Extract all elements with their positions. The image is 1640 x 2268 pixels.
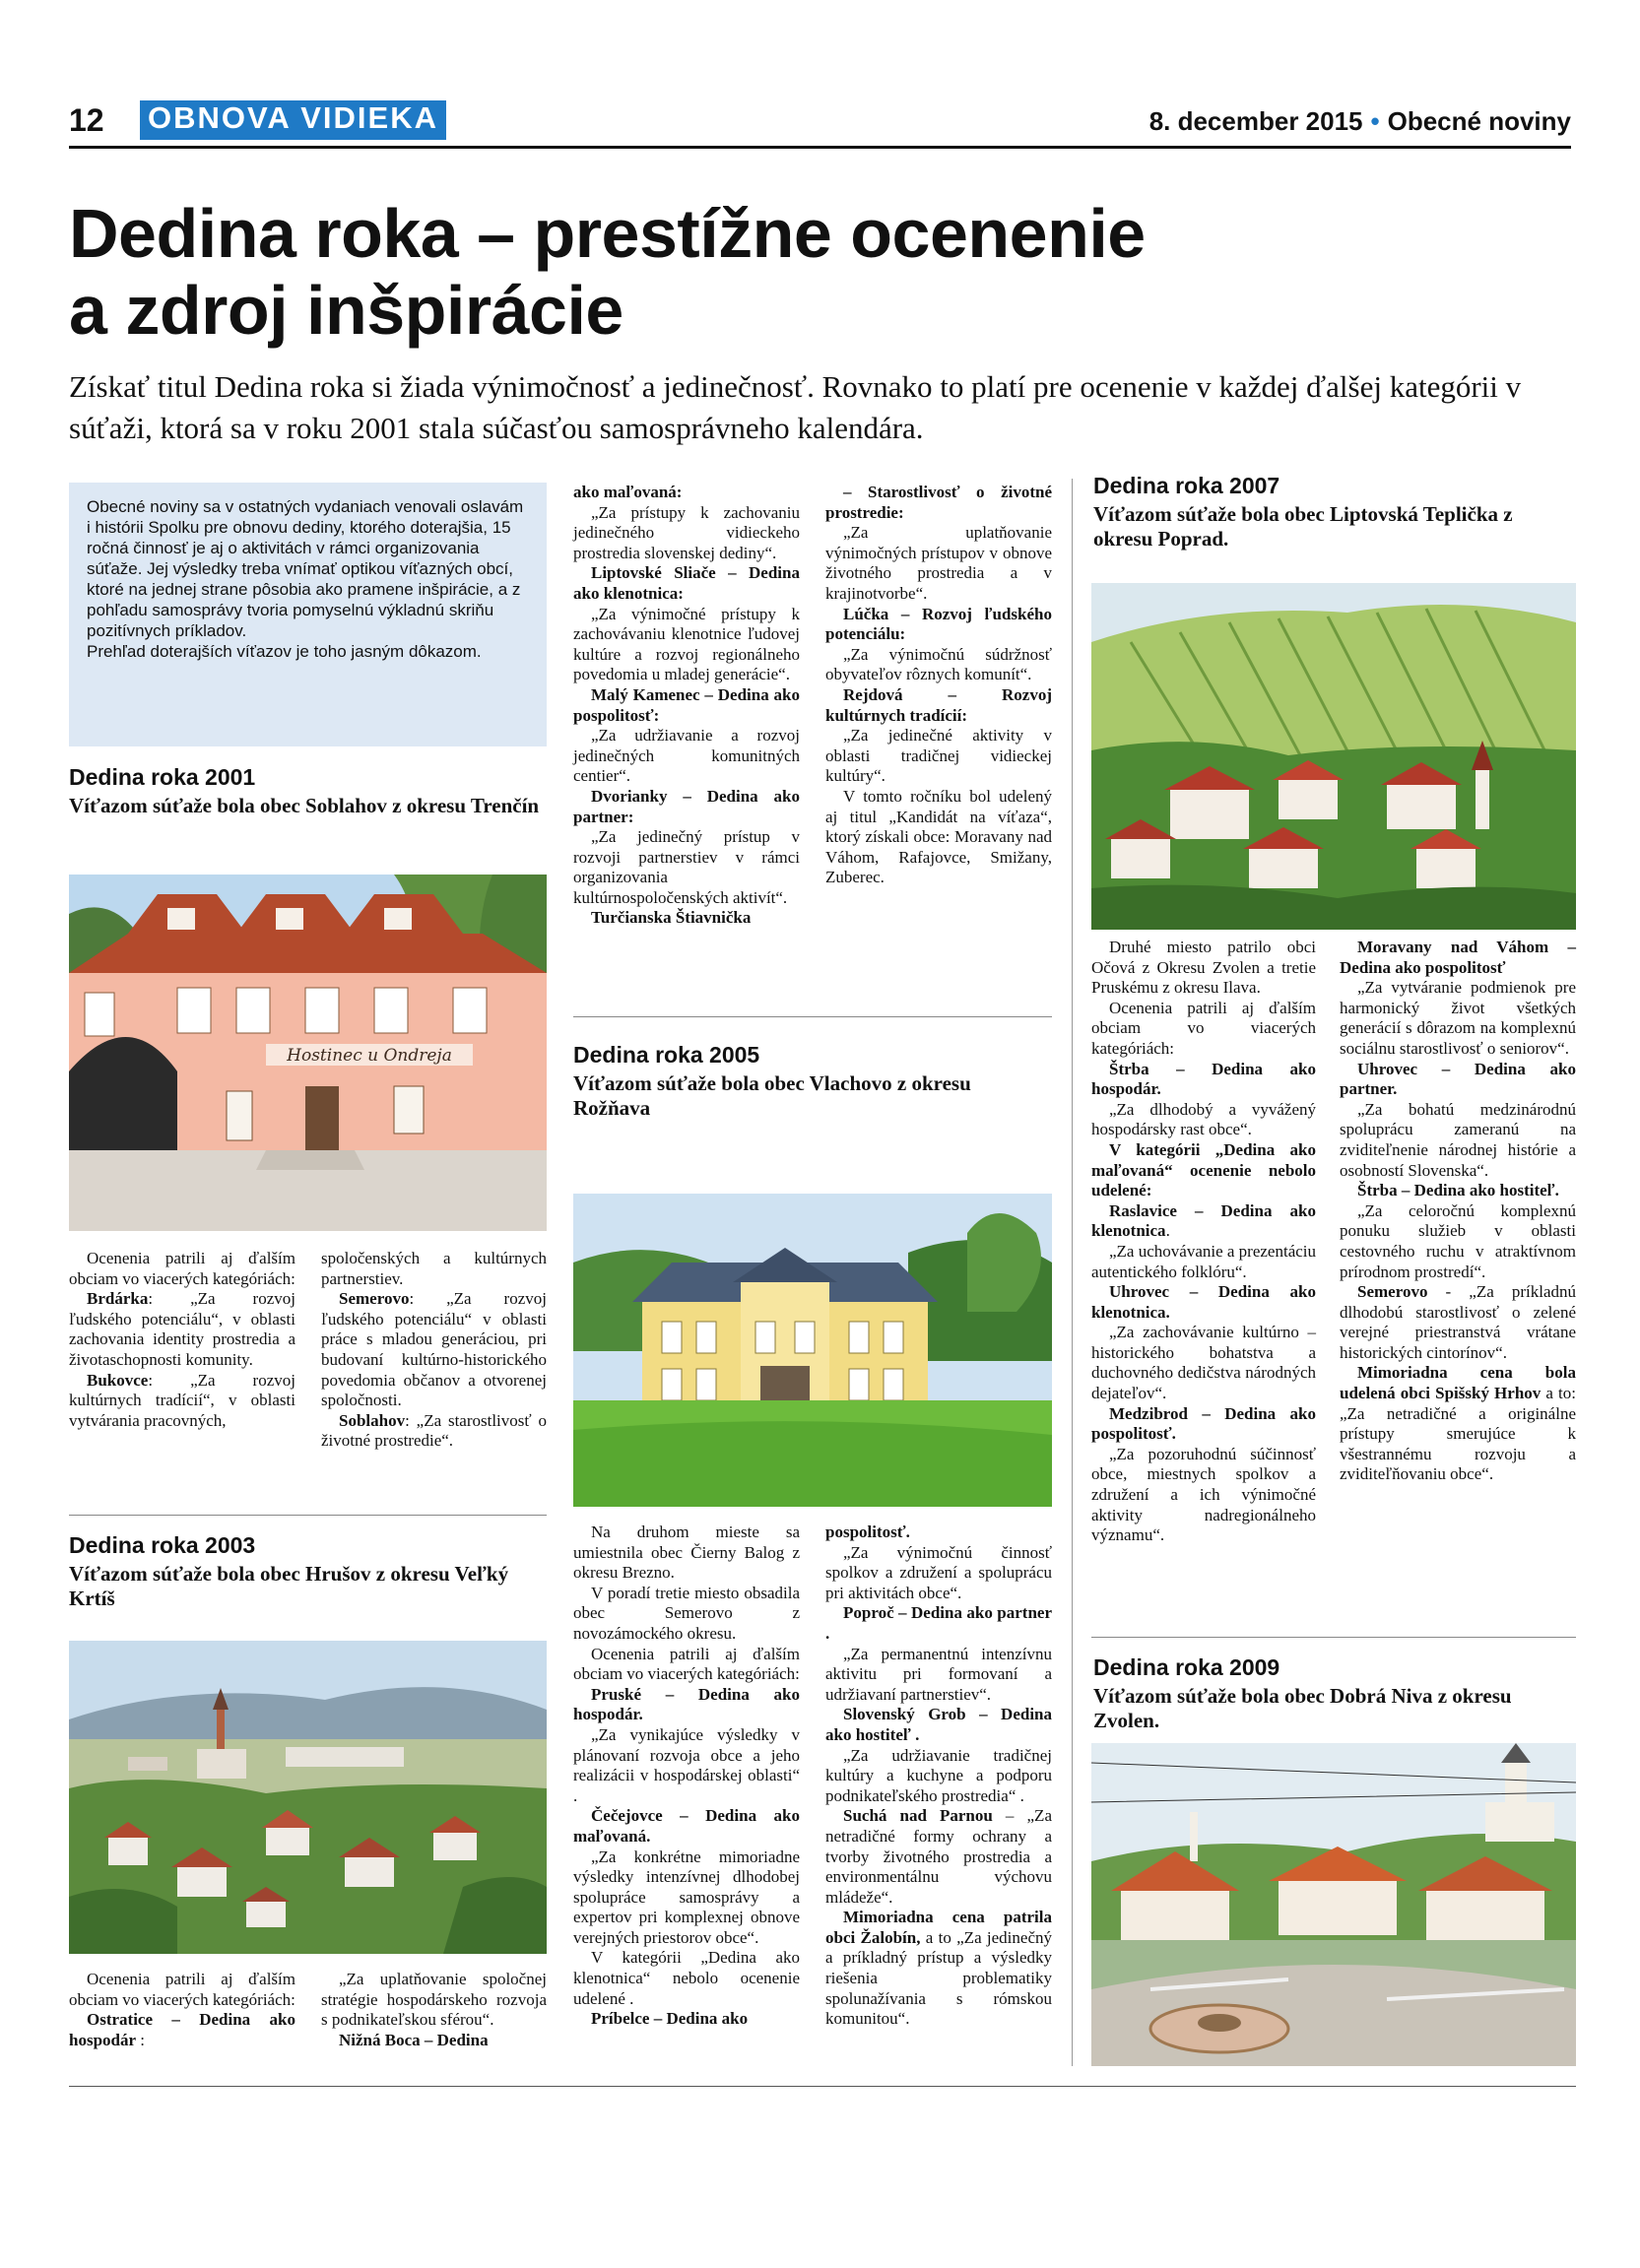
paragraph: [573, 1948, 800, 2009]
paragraph-text: V tomto ročníku bol udelený aj titul „Kandidát na víťaza“, ktorý získali obce: Moravany nad Váhom, Rafajovce, Smižany, Zuberec.: [825, 786, 1052, 887]
paragraph-bold: Lúčka – Rozvoj ľudského potenciálu:: [825, 604, 1052, 644]
column-divider: [1072, 479, 1073, 2066]
paragraph-text: „Za dlhodobý a vyvážený hospodársky rast obce“.: [1091, 1099, 1316, 1139]
paragraph-bold: Štrba – Dedina ako hostiteľ.: [1357, 1181, 1559, 1200]
paragraph-bold: Mimoriadna cena bola udelená obci Spišský Hrhov: [1340, 1363, 1576, 1403]
paragraph-text: „Za jedinečné aktivity v oblasti tradičnej vidieckej kultúry“.: [825, 726, 1052, 786]
paragraph-text: „Za permanentnú intenzívnu aktivitu pri formovaní a udržiavaní partnerstiev“.: [825, 1644, 1052, 1704]
paragraph-text: Druhé miesto patrilo obci Očová z Okresu Zvolen a tretie Pruskému z okresu Ilava.: [1091, 938, 1316, 998]
paragraph-text: V poradí tretie miesto obsadila obec Semerovo z novozámockého okresu.: [573, 1583, 800, 1643]
paragraph: [825, 1806, 1052, 1908]
paragraph: [573, 908, 800, 929]
paragraph-text: „Za vynikajúce výsledky v plánovaní rozvoja obce a jeho realizácii v hospodárskej oblasti“ .: [573, 1724, 800, 1805]
info-box: [69, 483, 547, 746]
paragraph-bold: Brdárka: [87, 1289, 149, 1309]
heading-2009: Dedina roka 2009: [1093, 1654, 1280, 1680]
paragraph-text: „Za uplatňovanie výnimočných prístupov v obnove životného prostredia a v krajinotvorbe“.: [825, 523, 1052, 603]
winner-2007: Víťazom súťaže bola obec Liptovská Teplička z okresu Poprad.: [1093, 502, 1513, 551]
paragraph-text: „Za výnimočnú činnosť spolkov a združení a spoluprácu pri aktivitách obce“.: [825, 1542, 1052, 1602]
photo-sign-text: Hostinec u Ondreja: [287, 1046, 452, 1066]
col-2001-right: [321, 1249, 547, 1452]
paragraph: [825, 1705, 1052, 1745]
heading-2001: Dedina roka 2001: [69, 764, 256, 790]
paragraph-bold: pospolitosť.: [825, 1523, 910, 1541]
paragraph: [321, 1970, 547, 2031]
col-2003-right: [321, 1970, 547, 2050]
col-3-top: [825, 483, 1052, 888]
paragraph: [825, 1746, 1052, 1807]
paragraph-bold: Uhrovec – Dedina ako partner.: [1340, 1059, 1576, 1099]
winner-2001: Víťazom súťaže bola obec Soblahov z okresu Trenčín: [69, 794, 540, 817]
paragraph: [1091, 1201, 1316, 1242]
paragraph: [825, 1908, 1052, 2030]
paragraph-text: spoločenských a kultúrnych partnerstiev.: [321, 1249, 547, 1288]
paragraph: [1091, 1323, 1316, 1403]
paragraph-text: „Za bohatú medzinárodnú spoluprácu zameranú na zviditeľnenie národnej histórie a osobností Slovenska“.: [1340, 1099, 1576, 1180]
paragraph-bold: Semerovo: [339, 1289, 410, 1309]
col-2003-left: [69, 1970, 295, 2050]
photo-hrusov-village: [69, 1641, 547, 1954]
bullet-separator: •: [1370, 106, 1380, 136]
paragraph: [825, 726, 1052, 787]
paragraph-text: Ocenenia patrili aj ďalším obciam vo viacerých kategóriách:: [69, 1970, 295, 2009]
paragraph-bold: Nižná Boca – Dedina: [339, 2030, 489, 2049]
masthead-info: [1149, 106, 1571, 137]
paragraph-text: „Za udržiavanie a rozvoj jedinečných komunitných centier“.: [573, 726, 800, 786]
paragraph: [1091, 1445, 1316, 1546]
paragraph: [1091, 1282, 1316, 1323]
paragraph: [69, 1970, 295, 2010]
paragraph: [573, 1584, 800, 1645]
winner-2009: Víťazom súťaže bola obec Dobrá Niva z okresu Zvolen.: [1093, 1684, 1512, 1732]
paragraph-bold: Poproč – Dedina ako partner .: [825, 1603, 1052, 1643]
paragraph: [1340, 938, 1576, 978]
paragraph: [573, 787, 800, 827]
paragraph-bold: Mimoriadna cena patrila obci Žalobín,: [825, 1908, 1052, 1947]
paragraph: [573, 827, 800, 908]
paragraph: [573, 2009, 800, 2030]
paragraph: [321, 1289, 547, 1411]
paragraph: [825, 645, 1052, 685]
paragraph: [1091, 938, 1316, 999]
article-headline: [69, 195, 1576, 349]
paragraph-bold: Slovenský Grob – Dedina ako hostiteľ .: [825, 1705, 1052, 1744]
paragraph: [1340, 1201, 1576, 1282]
paragraph-bold: Ostratice – Dedina ako hospodár: [69, 2010, 295, 2049]
paragraph-bold: – Starostlivosť o životné prostredie:: [825, 483, 1052, 522]
heading-2007: Dedina roka 2007: [1093, 473, 1280, 498]
section-rule-2005: [573, 1016, 1052, 1017]
paragraph-text: Na druhom mieste sa umiestnila obec Čierny Balog z okresu Brezno.: [573, 1523, 800, 1583]
paragraph-text: – „Za netradičné formy ochrany a tvorby životného prostredia a environmentálnu výchovu mládeže“.: [825, 1806, 1052, 1907]
paragraph: [69, 2010, 295, 2050]
paragraph-text: Ocenenia patrili aj ďalším obciam vo viacerých kategóriách:: [1091, 998, 1316, 1058]
paragraph: [1091, 1404, 1316, 1445]
paragraph-bold: Dvorianky – Dedina ako partner:: [573, 786, 800, 826]
paragraph-bold: Suchá nad Parnou: [843, 1806, 993, 1826]
paragraph: [69, 1371, 295, 1432]
section-label: OBNOVA VIDIEKA: [140, 100, 446, 140]
winner-2003: Víťazom súťaže bola obec Hrušov z okresu Veľký Krtíš: [69, 1562, 509, 1610]
paragraph-text: a to „Za jedinečný a príkladný prístup a výsledky riešenia problematiky spolunažívania s rómskou komunitou“.: [825, 1927, 1052, 2029]
paragraph-text: : „Za rozvoj ľudského potenciálu“ v oblasti práce s mladou generáciou, pri budovaní kultúrno-historického povedomia občanov a otvorenej spoločnosti.: [321, 1289, 547, 1410]
headline-line-1: Dedina roka – prestížne ocenenie: [69, 195, 1146, 272]
paragraph-bold: Pruské – Dedina ako hospodár.: [573, 1684, 800, 1724]
heading-2003: Dedina roka 2003: [69, 1532, 256, 1558]
paragraph: [1091, 999, 1316, 1060]
paragraph-text: „Za prístupy k zachovaniu jedinečného vidieckeho prostredia slovenskej dediny“.: [573, 502, 800, 562]
paragraph: [573, 1645, 800, 1685]
paragraph: [573, 483, 800, 503]
paragraph-text: „Za výnimočné prístupy k zachovávaniu klenotnice ľudovej kultúre a rozvoj regionálneho povedomia u mladej generácie“.: [573, 604, 800, 684]
paragraph-bold: Semerovo: [1357, 1282, 1428, 1302]
paragraph: [1340, 1060, 1576, 1100]
paragraph-bold: Štrba – Dedina ako hospodár.: [1091, 1059, 1316, 1099]
paragraph: [1091, 1100, 1316, 1140]
col-3-bottom: [825, 1523, 1052, 2030]
headline-line-2: a zdroj inšpirácie: [69, 272, 623, 349]
paragraph: [573, 1685, 800, 1725]
paragraph: [321, 1249, 547, 1289]
paragraph: [573, 726, 800, 787]
paragraph: [573, 685, 800, 726]
paragraph-text: „Za vytváranie podmienok pre harmonický život všetkých generácií s dôrazom na komplexnú sociálnu starostlivosť o seniorov“.: [1340, 978, 1576, 1058]
heading-2005: Dedina roka 2005: [573, 1042, 760, 1068]
paragraph-bold: Čečejovce – Dedina ako maľovaná.: [573, 1806, 800, 1846]
paragraph: [573, 1523, 800, 1584]
paragraph: [1340, 978, 1576, 1059]
paragraph: [1091, 1242, 1316, 1282]
col-2001-left: [69, 1249, 295, 1431]
paragraph-text: „Za uchovávanie a prezentáciu autentického folklóru“.: [1091, 1241, 1317, 1281]
paragraph-bold: Moravany nad Váhom – Dedina ako pospolitosť: [1340, 938, 1576, 977]
paragraph: [573, 1847, 800, 1949]
paragraph-text: „Za celoročnú komplexnú ponuku služieb v oblasti cestovného ruchu v atraktívnom prírodnom prostredí“.: [1340, 1200, 1576, 1281]
col-2-top: [573, 483, 800, 929]
paragraph-bold: Medzibrod – Dedina ako pospolitosť.: [1091, 1403, 1316, 1444]
paragraph: [573, 1806, 800, 1847]
paragraph: [1091, 1140, 1316, 1201]
paragraph: [573, 503, 800, 564]
issue-date: 8. december 2015: [1148, 106, 1363, 136]
col-4a: [1091, 938, 1316, 1546]
paragraph-text: „Za výnimočnú súdržnosť obyvateľov rôznych komunít“.: [825, 644, 1052, 684]
photo-liptovska-teplicka: [1091, 583, 1576, 930]
paragraph: [1091, 1060, 1316, 1100]
paragraph: [825, 1523, 1052, 1543]
paragraph: [321, 2031, 547, 2051]
paragraph-text: :: [136, 2030, 146, 2049]
paragraph-text: „Za uplatňovanie spoločnej stratégie hospodárskeho rozvoja s podnikateľskou sférou“.: [321, 1970, 547, 2030]
paragraph: [825, 1603, 1052, 1644]
paragraph: [69, 1249, 295, 1289]
paragraph-bold: Raslavice – Dedina ako klenotnica: [1091, 1200, 1316, 1241]
paragraph-text: „Za zachovávanie kultúrno – historického bohatstva a duchovného dedičstva národných dejateľov“.: [1091, 1323, 1316, 1403]
paragraph-text: „Za konkrétne mimoriadne výsledky intenzívnej dlhodobej spolupráce samosprávy a expertov pri komplexnej obnove verejných priestorov obce“.: [573, 1847, 800, 1947]
paragraph-bold: Liptovské Sliače – Dedina ako klenotnica:: [573, 563, 800, 603]
paragraph: [69, 1289, 295, 1370]
paragraph: [825, 605, 1052, 645]
paragraph: [1340, 1282, 1576, 1363]
header-rule: [69, 146, 1571, 149]
paragraph-bold: Uhrovec – Dedina ako klenotnica.: [1091, 1282, 1316, 1322]
paragraph-bold: Soblahov: [339, 1410, 406, 1430]
paragraph-text: a to: „Za netradičné a originálne prístupy smerujúce k všestrannému rozvoju a zviditeľňovaniu obce“.: [1340, 1384, 1576, 1484]
section-rule-2001: [69, 1515, 547, 1516]
paragraph-text: „Za pozoruhodnú súčinnosť obce, miestnych spolkov a združení a ich výnimočné aktivity nadregionálneho významu“.: [1091, 1444, 1316, 1545]
paragraph-text: V kategórii „Dedina ako klenotnica“ nebolo ocenenie udelené .: [573, 1948, 800, 2008]
paragraph-bold: Turčianska Štiavnička: [591, 908, 752, 928]
paragraph-text: : „Za starostlivosť o životné prostredie“.: [321, 1410, 547, 1451]
paragraph: [321, 1411, 547, 1452]
bottom-rule: [69, 2086, 1576, 2087]
paragraph: [1340, 1363, 1576, 1485]
col-4b: [1340, 938, 1576, 1485]
paragraph: [1340, 1100, 1576, 1181]
col-2-bottom: [573, 1523, 800, 2030]
page-number: 12: [69, 102, 104, 138]
info-box-text: Obecné noviny sa v ostatných vydaniach venovali oslavám i histórii Spolku pre obnovu dediny, ktorého doterajšia, 15 ročná činnosť je aj o aktivitách v rámci organizovania súťaže. Jej výsledky treba vnímať optikou víťazných obcí, ktoré na jednej strane pôsobia ako pramene inšpirácie, a z pohľadu samosprávy tvoria pomyselnú výkladnú skriňu pozitívnych príkladov.: [87, 497, 524, 640]
photo-dobra-niva: [1091, 1743, 1576, 2066]
paragraph-bold: ako maľovaná:: [573, 483, 683, 501]
paragraph: [573, 563, 800, 604]
section-rule-2009: [1091, 1637, 1576, 1638]
paragraph: [825, 685, 1052, 726]
paragraph-bold: Malý Kamenec – Dedina ako pospolitosť:: [573, 684, 800, 725]
paragraph-text: „Za udržiavanie tradičnej kultúry a kuchyne a podporu podnikateľského prostredia“ .: [825, 1745, 1052, 1805]
paragraph: [573, 605, 800, 685]
paragraph: [825, 1543, 1052, 1604]
paragraph-text: .: [1165, 1221, 1170, 1241]
paragraph-text: „Za jedinečný prístup v rozvoji partnerstiev v rámci organizovania kultúrnospoločenských aktivít“.: [573, 827, 800, 907]
paragraph-text: Ocenenia patrili aj ďalším obciam vo viacerých kategóriách:: [573, 1644, 800, 1684]
paragraph: [825, 787, 1052, 888]
paragraph-text: : „Za rozvoj ľudského potenciálu“, v oblasti zachovania identity prostredia a životaschopnosti komunity.: [69, 1289, 295, 1369]
paragraph-bold: Príbelce – Dedina ako: [591, 2009, 749, 2029]
paragraph-bold: Rejdová – Rozvoj kultúrnych tradícií:: [825, 684, 1052, 725]
paragraph-bold: V kategórii „Dedina ako maľovaná“ ocenenie nebolo udelené:: [1091, 1139, 1316, 1200]
paragraph: [825, 523, 1052, 604]
info-box-text-2: Prehľad doterajších víťazov je toho jasným dôkazom.: [87, 642, 482, 661]
newspaper-name: Obecné noviny: [1387, 106, 1571, 136]
paragraph-text: Ocenenia patrili aj ďalším obciam vo viacerých kategóriách:: [69, 1249, 295, 1288]
paragraph: [825, 483, 1052, 523]
photo-vlachovo-manor: [573, 1194, 1052, 1507]
paragraph-bold: Bukovce: [87, 1370, 149, 1390]
paragraph: [825, 1645, 1052, 1706]
paragraph-text: - „Za príkladnú dlhodobú starostlivosť o zelené verejné priestranstvá vrátane historických cintorínov“.: [1340, 1282, 1576, 1362]
photo-soblahov-inn: [69, 875, 547, 1231]
paragraph: [1340, 1181, 1576, 1201]
winner-2005: Víťazom súťaže bola obec Vlachovo z okresu Rožňava: [573, 1071, 971, 1120]
article-lead: Získať titul Dedina roka si žiada výnimočnosť a jedinečnosť. Rovnako to platí pre ocenenie v každej ďalšej kategórii v súťaži, ktorá sa v roku 2001 stala súčasťou samosprávneho kalendára.: [69, 369, 1522, 445]
paragraph-text: : „Za rozvoj kultúrnych tradícií“, v oblasti vytvárania pracovných,: [69, 1370, 295, 1430]
paragraph: [573, 1725, 800, 1806]
